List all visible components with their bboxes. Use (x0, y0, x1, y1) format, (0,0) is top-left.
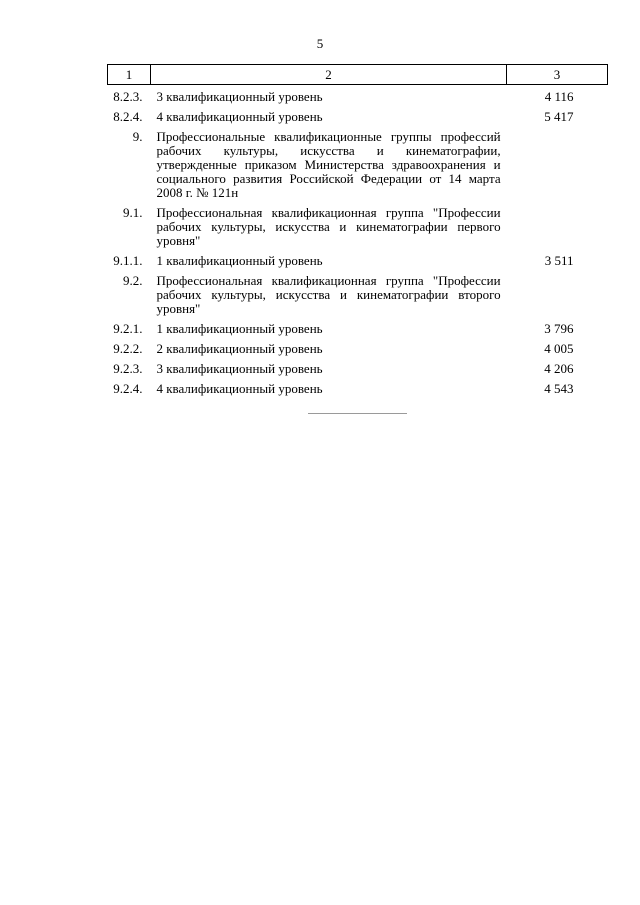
row-value (507, 127, 608, 203)
row-number: 9. (132, 129, 143, 144)
row-value: 4 543 (544, 381, 574, 396)
salary-table (107, 64, 608, 399)
row-value (507, 203, 608, 251)
row-name: 3 квалификационный уровень (156, 361, 323, 376)
row-number: 9.2.2. (113, 341, 143, 356)
end-of-document-rule (308, 413, 407, 414)
table-row (108, 203, 608, 251)
row-name: 1 квалификационный уровень (156, 321, 323, 336)
row-number: 9.2.3. (113, 361, 143, 376)
row-number: 9.2.4. (113, 381, 143, 396)
row-name: 1 квалификационный уровень (156, 253, 323, 268)
row-name: Профессиональная квалификационная группа "Профессии рабочих культуры, искусства и кинематографии второго уровня" (156, 273, 501, 316)
table-header-row (108, 65, 608, 85)
table-row (108, 359, 608, 379)
row-value: 5 417 (544, 109, 574, 124)
row-name: Профессиональная квалификационная группа "Профессии рабочих культуры, искусства и кинематографии первого уровня" (156, 205, 501, 248)
table-row (108, 339, 608, 359)
row-name: 4 квалификационный уровень (156, 381, 323, 396)
column-header-3: 3 (507, 65, 608, 85)
row-value: 4 206 (544, 361, 574, 376)
row-value (507, 271, 608, 319)
table-row (108, 127, 608, 203)
table-row (108, 85, 608, 108)
table-row (108, 319, 608, 339)
row-number: 9.2. (122, 273, 143, 288)
row-value: 4 116 (544, 89, 574, 104)
row-name: 2 квалификационный уровень (156, 341, 323, 356)
column-header-1: 1 (108, 65, 151, 85)
row-number: 8.2.4. (113, 109, 143, 124)
row-name: Профессиональные квалификационные группы профессий рабочих культуры, искусства и кинематографии, утвержденные приказом Министерства здравоохранения и социального развития Российской Федерации от 14 марта 2008 г. № 121н (156, 129, 501, 200)
row-number: 9.1. (122, 205, 143, 220)
page-number: 5 (316, 36, 324, 51)
row-number: 8.2.3. (113, 89, 143, 104)
row-value: 4 005 (544, 341, 574, 356)
table-row (108, 271, 608, 319)
table-row (108, 107, 608, 127)
row-number: 9.1.1. (113, 253, 143, 268)
row-name: 4 квалификационный уровень (156, 109, 323, 124)
column-header-2: 2 (150, 65, 506, 85)
row-number: 9.2.1. (113, 321, 143, 336)
table-row (108, 251, 608, 271)
row-value: 3 796 (544, 321, 574, 336)
row-name: 3 квалификационный уровень (156, 89, 323, 104)
row-value: 3 511 (544, 253, 574, 268)
table-row (108, 379, 608, 399)
